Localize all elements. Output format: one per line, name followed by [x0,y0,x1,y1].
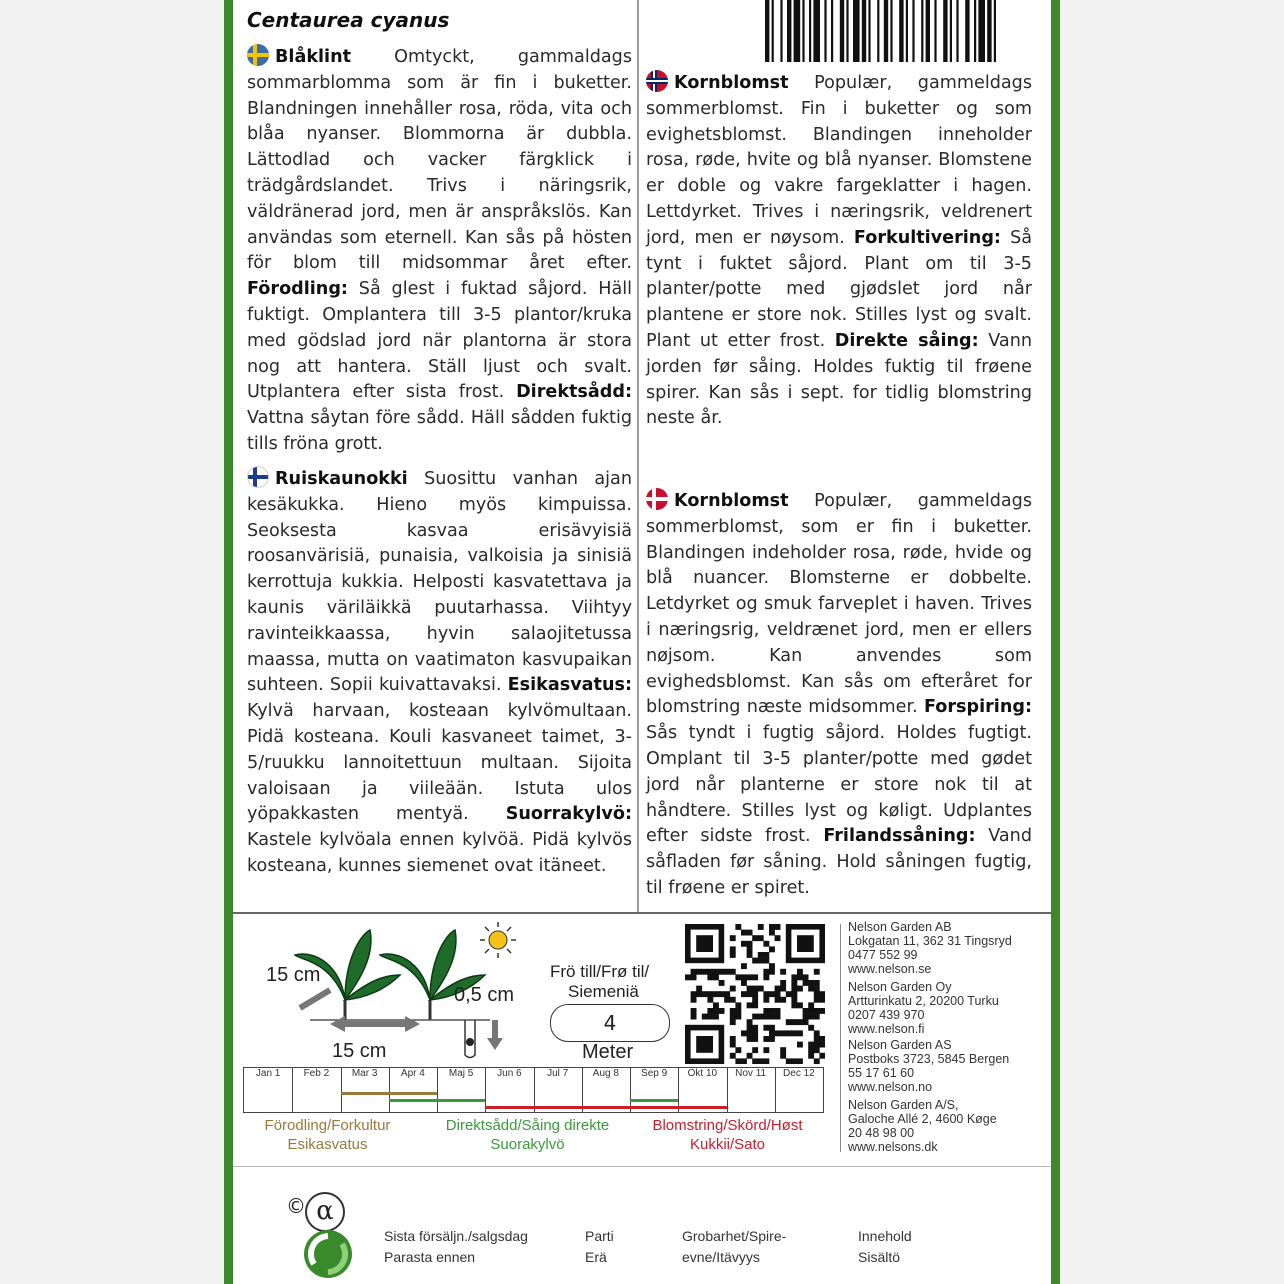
denmark-flag-icon [646,488,668,510]
section-title: Kornblomst [674,491,789,511]
legend-direct [420,1116,635,1154]
company-website[interactable]: www.nelson.fi [848,1022,925,1036]
section-title: Kornblomst [674,73,789,93]
calendar-bar [341,1092,438,1095]
company-name: Nelson Garden Oy [848,980,952,994]
green-border-right [1051,0,1060,1284]
company-phone: 0477 552 99 [848,948,918,962]
seed-quantity-value: 4 [550,1004,670,1042]
calendar-month: Nov 11 [727,1068,776,1112]
legend-bloom-label-fi: Kukkii/Sato [689,1136,766,1153]
company-website[interactable]: www.nelson.se [848,962,932,976]
address-se [848,920,1012,976]
section-subheading: Förodling: [247,279,348,300]
section-danish [646,488,1032,902]
germination-label-2: evne/Itävyys [682,1249,760,1265]
section-text: Så glest i fuktad såjord. Häll fuktigt. Omplantera till 3-5 plantor/kruka med gödslad jord när plantorna är stora nog att hantera. Ställ ljust och svalt. Utplantera efter sista frost. [247,279,633,403]
germination-label [682,1226,786,1268]
section-subheading: Direktsådd: [516,382,633,403]
company-name: Nelson Garden AB [848,920,952,934]
sweden-flag-icon [247,44,269,66]
section-title: Ruiskaunokki [275,469,408,489]
green-border-left [224,0,233,1284]
legend-bloom-label: Blomstring/Skörd/Høst [652,1117,803,1134]
legend-indoor-label-fi: Esikasvatus [287,1136,368,1153]
calendar-month: Feb 2 [292,1068,341,1112]
address-divider [840,924,841,1152]
footer-divider [233,1166,1051,1167]
address-dk [848,1098,997,1154]
sun-icon [480,922,516,958]
section-finnish [247,466,632,880]
spacing-bottom-label: 15 cm [332,1040,387,1062]
section-text: Omtyckt, gammaldags sommarblomma som är fin i buketter. Blandningen innehåller rosa, röda, vita och blåa nyanser. Blommorna är dubbla. Lättodlad och vacker färgklick i trädgårdslandet. Trivs i näringsrik, väldränerad jord, men är anspråkslös. Kan användas som eternell. Kan sås på hösten för blom till midsommar året efter. [247,47,632,274]
company-name: Nelson Garden AS [848,1038,952,1052]
calendar-month: Jun 6 [485,1068,534,1112]
section-subheading: Forkultivering: [853,227,1001,248]
calendar-month: Sep 9 [630,1068,679,1112]
legend-direct-label: Direktsådd/Såing direkte [445,1117,610,1134]
seed-quantity-label: Frö till/Frø til/ [550,962,650,981]
section-divider [233,912,1051,914]
section-text: Vattna såytan före sådd. Häll sådden fuktig tills fröna grott. [247,408,632,454]
content-label-fi: Sisältö [858,1249,901,1265]
lot-label [585,1226,614,1268]
green-dot-icon [302,1228,354,1280]
address-fi [848,980,999,1036]
section-text: Sås tyndt i fugtig såjord. Holdes fugtigt. Omplant til 3-5 planter/potte med gødet jord når planterne er store nok til at håndtere. Stilles lyst og køligt. Udplantes efter sidste frost. [646,723,1032,847]
section-text: Vand såfladen før såning. Hold såningen fugtig, til frøene er spiret. [646,826,1032,898]
calendar-bar [485,1106,726,1109]
legend-indoor-label: Förodling/Forkultur [264,1117,391,1134]
last-sale-date-label [384,1226,528,1268]
section-subheading: Direkte såing: [834,330,979,351]
barcode [765,0,1045,62]
calendar-month: Jan 1 [244,1068,293,1112]
section-text: Så tynt i fuktet såjord. Plant om til 3-5 planter/potte med gjødslet jord når plantene er store nok. Stilles lyst og svalt. Plant ut etter frost. [646,227,1033,351]
content-label [858,1226,912,1268]
section-title: Blåklint [275,47,352,67]
company-phone: 20 48 98 00 [848,1126,915,1140]
species-name: Centaurea cyanus [247,8,450,32]
calendar-bar [630,1099,678,1102]
lot-label-fi: Erä [585,1249,607,1265]
calendar-bar [389,1099,486,1102]
company-address: Artturinkatu 2, 20200 Turku [848,994,999,1008]
depth-label: 0,5 cm [454,984,515,1006]
section-text: Populær, gammeldags sommerblomst, som er fin i buketter. Blandingen indeholder rosa, røde, hvide og blå nuancer. Blomsterne er dobbelte. Letdyrket og smuk farveplet i haven. Trives i næringsrig, veldrænet jord, men er ellers nøjsom. Kan anvendes som evighedsblomst. Kan sås om efteråret for blomstring næste midsommer. [646,491,1033,718]
calendar-month: Aug 8 [582,1068,631,1112]
section-subheading: Esikasvatus: [507,675,632,696]
section-subheading: Suorrakylvö: [505,804,632,825]
company-address: Galoche Allé 2, 4600 Køge [848,1112,997,1126]
section-text: Suosittu vanhan ajan kesäkukka. Hieno myös kimpuissa. Seoksesta kasvaa erisävyisiä roosanvärisiä, punaisia, valkoisia ja sinisiä kerrottuja kukkia. Helposti kasvatettava ja kaunis väriläikkä puutarhassa. Viihtyy ravinteikkaassa, hyvin salaojitetussa maassa, mutta on vaatimaton kasvupaikan suhteen. Sopii kuivattavaksi. [247,469,632,696]
section-subheading: Frilandssåning: [823,826,976,847]
spacing-top-label: 15 cm [266,964,321,986]
calendar-month: Maj 5 [437,1068,486,1112]
address-no [848,1038,1009,1094]
company-phone: 55 17 61 60 [848,1066,915,1080]
calendar-month: Jul 7 [534,1068,583,1112]
calendar-month: Apr 4 [389,1068,438,1112]
calendar-month: Dec 12 [775,1068,824,1112]
calendar-month: Mar 3 [341,1068,390,1112]
section-text: Kylvä harvaan, kosteaan kylvömultaan. Pidä kosteana. Kouli kasvaneet taimet, 3-5/ruukku lannoitettuun multaan. Sijoita valoisaan ja viileään. Istuta ulos yöpakkasten mentyä. [247,701,632,825]
germination-label-1: Grobarhet/Spire- [682,1228,787,1244]
qr-code[interactable] [685,924,825,1064]
copyright-mark: © [286,1194,306,1218]
last-sale-label: Sista försäljn./salgsdag [384,1228,528,1244]
legend-bloom [630,1116,825,1154]
company-website[interactable]: www.nelsons.dk [848,1140,938,1154]
section-text: Populær, gammeldags sommerblomst. Fin i buketter og som evighetsblomst. Blandingen inneholder rosa, røde, hvite og blå nyanser. Blomstene er doble og vakre fargeklatter i hagen. Lettdyrket. Trives i næringsrik, veldrenert jord, men er nøysom. [646,73,1033,248]
company-address: Lokgatan 11, 362 31 Tingsryd [848,934,1012,948]
norway-flag-icon [646,70,668,92]
alpha-logo: α [305,1192,345,1232]
legend-indoor [240,1116,415,1154]
section-text: Vann jorden før såing. Holdes fuktig til frøene spirer. Kan sås i sept. for tidlig blomstring neste år. [646,330,1033,429]
legend-direct-label-fi: Suorakylvö [490,1136,565,1153]
company-website[interactable]: www.nelson.no [848,1080,933,1094]
section-subheading: Forspiring: [923,697,1032,718]
sowing-calendar [243,1067,824,1113]
lot-label-sv: Parti [585,1228,614,1244]
content-label-no: Innehold [858,1228,912,1244]
column-divider [637,0,639,912]
section-norwegian [646,70,1032,432]
seed-quantity-label-fi: Siemeniä [568,982,639,1001]
calendar-month: Okt 10 [678,1068,727,1112]
best-before-label: Parasta ennen [384,1249,476,1265]
company-address: Postboks 3723, 5845 Bergen [848,1052,1010,1066]
company-phone: 0207 439 970 [848,1008,925,1022]
finland-flag-icon [247,466,269,488]
seed-quantity-unit: Meter [582,1041,634,1063]
section-swedish [247,44,632,458]
section-text: Kastele kylvöala ennen kylvöä. Pidä kylvös kosteana, kunnes siemenet ovat itäneet. [247,830,632,876]
company-name: Nelson Garden A/S, [848,1098,959,1112]
